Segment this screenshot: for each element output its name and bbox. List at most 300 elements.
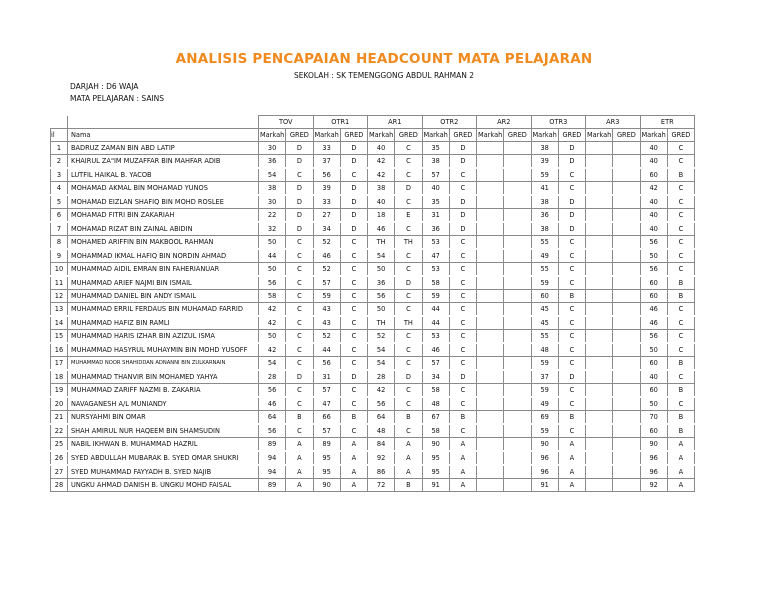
markah-cell: 56 <box>313 168 340 182</box>
student-name: SYED ABDULLAH MUBARAK B. SYED OMAR SHUKRI <box>68 451 259 465</box>
markah-cell <box>586 451 613 465</box>
gred-cell: A <box>667 479 694 492</box>
markah-cell: 35 <box>422 142 449 155</box>
group-header: AR3 <box>586 116 641 129</box>
table-row <box>51 236 695 250</box>
gred-cell: C <box>449 357 476 371</box>
gred-cell: C <box>395 384 422 398</box>
gred-cell: A <box>395 465 422 479</box>
markah-cell: 90 <box>313 479 340 492</box>
markah-cell: 94 <box>259 465 286 479</box>
gred-cell: A <box>340 465 367 479</box>
markah-cell <box>477 195 504 209</box>
gred-header: GRED <box>395 129 422 142</box>
markah-cell: 34 <box>422 370 449 384</box>
page-title: ANALISIS PENCAPAIAN HEADCOUNT MATA PELAJARAN <box>175 51 593 67</box>
markah-cell: 36 <box>259 155 286 169</box>
markah-cell: 46 <box>368 222 395 236</box>
markah-cell: 44 <box>259 249 286 263</box>
gred-cell: D <box>395 276 422 290</box>
gred-cell: C <box>395 249 422 263</box>
gred-cell <box>613 290 640 303</box>
markah-cell: 96 <box>531 451 558 465</box>
markah-cell: 50 <box>259 236 286 250</box>
markah-cell: 57 <box>313 276 340 290</box>
gred-cell: C <box>449 182 476 196</box>
markah-cell <box>477 451 504 465</box>
gred-cell: A <box>449 479 476 492</box>
gred-cell: D <box>558 142 585 155</box>
gred-header: GRED <box>286 129 313 142</box>
markah-cell: 92 <box>368 451 395 465</box>
markah-cell: 40 <box>640 222 667 236</box>
table-row <box>51 330 695 344</box>
gred-cell: C <box>340 384 367 398</box>
markah-cell: 90 <box>531 438 558 452</box>
gred-cell <box>613 222 640 236</box>
gred-cell <box>613 411 640 425</box>
table-row <box>51 276 695 290</box>
gred-cell: A <box>667 451 694 465</box>
gred-cell: D <box>286 195 313 209</box>
table-row <box>51 316 695 330</box>
markah-cell: 38 <box>531 222 558 236</box>
table-row <box>51 479 695 492</box>
student-rows <box>51 142 695 492</box>
markah-cell: TH <box>368 236 395 250</box>
group-header: OTR3 <box>531 116 586 129</box>
table-row <box>51 142 695 155</box>
markah-cell: 58 <box>422 276 449 290</box>
markah-cell: 46 <box>259 397 286 411</box>
gred-cell: A <box>286 465 313 479</box>
student-name: MUHAMMAD HARIS IZHAR BIN AZIZUL ISMA <box>68 330 259 344</box>
markah-cell: 42 <box>259 303 286 317</box>
gred-cell <box>613 276 640 290</box>
markah-cell: 33 <box>313 195 340 209</box>
gred-cell: C <box>449 290 476 303</box>
markah-header: Markah <box>313 129 340 142</box>
gred-cell: C <box>340 263 367 277</box>
markah-cell: 90 <box>422 438 449 452</box>
markah-cell: 91 <box>422 479 449 492</box>
row-number: 25 <box>51 438 68 452</box>
markah-cell: 96 <box>640 465 667 479</box>
gred-cell: A <box>340 438 367 452</box>
gred-cell: TH <box>395 316 422 330</box>
markah-cell: 64 <box>368 411 395 425</box>
gred-cell <box>613 451 640 465</box>
markah-cell: 41 <box>531 182 558 196</box>
markah-cell: 72 <box>368 479 395 492</box>
markah-cell <box>586 479 613 492</box>
markah-cell: 59 <box>422 290 449 303</box>
markah-cell: 55 <box>531 263 558 277</box>
markah-cell <box>477 357 504 371</box>
markah-cell: 39 <box>531 155 558 169</box>
gred-cell: C <box>395 330 422 344</box>
gred-cell <box>504 465 531 479</box>
gred-cell: C <box>286 316 313 330</box>
gred-cell <box>504 249 531 263</box>
gred-cell: C <box>395 263 422 277</box>
gred-cell: A <box>286 451 313 465</box>
markah-cell: 58 <box>422 384 449 398</box>
subject-label: MATA PELAJARAN : SAINS <box>70 94 165 103</box>
markah-cell: 52 <box>313 236 340 250</box>
gred-cell: D <box>449 222 476 236</box>
table-row <box>51 451 695 465</box>
markah-cell: 50 <box>259 263 286 277</box>
gred-cell <box>613 384 640 398</box>
blank-corner-2 <box>68 116 259 129</box>
markah-header: Markah <box>422 129 449 142</box>
markah-cell: 44 <box>422 316 449 330</box>
markah-cell: 50 <box>640 397 667 411</box>
gred-cell: B <box>667 276 694 290</box>
markah-cell <box>586 424 613 438</box>
markah-cell: 22 <box>259 209 286 223</box>
markah-cell: 40 <box>368 195 395 209</box>
gred-cell: C <box>558 424 585 438</box>
gred-cell <box>613 209 640 223</box>
gred-cell <box>613 236 640 250</box>
gred-cell: A <box>286 479 313 492</box>
gred-cell: TH <box>395 236 422 250</box>
gred-cell: C <box>558 330 585 344</box>
markah-cell: 46 <box>422 343 449 357</box>
markah-cell: 28 <box>259 370 286 384</box>
gred-cell: C <box>286 397 313 411</box>
gred-cell: C <box>395 303 422 317</box>
row-number: 2 <box>51 155 68 169</box>
gred-cell: C <box>286 357 313 371</box>
markah-cell <box>586 182 613 196</box>
markah-cell: 45 <box>531 316 558 330</box>
gred-cell: C <box>667 303 694 317</box>
gred-cell: C <box>449 343 476 357</box>
markah-cell: 47 <box>422 249 449 263</box>
markah-header: Markah <box>259 129 286 142</box>
gred-cell: D <box>558 195 585 209</box>
gred-cell: C <box>395 195 422 209</box>
markah-cell <box>586 155 613 169</box>
gred-cell: C <box>286 276 313 290</box>
markah-cell <box>586 303 613 317</box>
row-number: 3 <box>51 168 68 182</box>
markah-cell <box>586 236 613 250</box>
table-row <box>51 438 695 452</box>
markah-cell: 70 <box>640 411 667 425</box>
gred-cell: C <box>558 357 585 371</box>
markah-cell: 32 <box>259 222 286 236</box>
markah-cell <box>586 195 613 209</box>
gred-cell: C <box>395 155 422 169</box>
gred-cell: C <box>340 316 367 330</box>
gred-cell: A <box>340 451 367 465</box>
markah-cell: 38 <box>531 195 558 209</box>
row-number: 17 <box>51 357 68 371</box>
markah-cell: 34 <box>313 222 340 236</box>
markah-cell: 31 <box>313 370 340 384</box>
gred-cell: C <box>449 424 476 438</box>
gred-cell <box>613 168 640 182</box>
gred-cell: C <box>340 249 367 263</box>
markah-cell: 56 <box>259 276 286 290</box>
markah-cell: 89 <box>259 438 286 452</box>
gred-cell <box>504 209 531 223</box>
gred-cell: D <box>286 142 313 155</box>
gred-cell <box>504 343 531 357</box>
markah-cell: 30 <box>259 142 286 155</box>
gred-cell: C <box>286 263 313 277</box>
gred-cell: D <box>558 155 585 169</box>
markah-cell <box>586 222 613 236</box>
row-number: 14 <box>51 316 68 330</box>
markah-cell: 54 <box>368 357 395 371</box>
markah-cell: 60 <box>640 168 667 182</box>
gred-cell: C <box>449 330 476 344</box>
table-row <box>51 290 695 303</box>
student-name: MUHAMMAD ERRIL FERDAUS BIN MUHAMAD FARRID <box>68 303 259 317</box>
markah-cell <box>477 209 504 223</box>
markah-cell: 64 <box>259 411 286 425</box>
markah-cell: 44 <box>313 343 340 357</box>
markah-cell: 96 <box>640 451 667 465</box>
gred-cell: C <box>286 303 313 317</box>
gred-cell: A <box>558 451 585 465</box>
table-row <box>51 343 695 357</box>
markah-cell <box>477 222 504 236</box>
student-name: MUHAMMAD AIDIL EMRAN BIN FAHERIANUAR <box>68 263 259 277</box>
table-row <box>51 424 695 438</box>
gred-cell: C <box>340 236 367 250</box>
gred-cell: B <box>286 411 313 425</box>
markah-cell <box>586 142 613 155</box>
gred-cell: C <box>395 168 422 182</box>
gred-cell <box>504 263 531 277</box>
markah-cell: 90 <box>640 438 667 452</box>
markah-cell: 50 <box>640 249 667 263</box>
table-row <box>51 263 695 277</box>
markah-cell <box>586 290 613 303</box>
markah-cell: 43 <box>313 303 340 317</box>
gred-cell: D <box>286 209 313 223</box>
markah-cell: 42 <box>368 155 395 169</box>
markah-cell <box>586 438 613 452</box>
gred-cell: C <box>340 424 367 438</box>
gred-cell: C <box>395 397 422 411</box>
gred-cell: A <box>395 438 422 452</box>
markah-cell: 94 <box>259 451 286 465</box>
markah-header: Markah <box>531 129 558 142</box>
gred-cell: C <box>667 182 694 196</box>
row-number: 1 <box>51 142 68 155</box>
group-header: OTR2 <box>422 116 477 129</box>
gred-cell: D <box>449 209 476 223</box>
gred-cell: D <box>286 182 313 196</box>
markah-cell: 38 <box>259 182 286 196</box>
student-name: MOHAMED ARIFFIN BIN MAKBOOL RAHMAN <box>68 236 259 250</box>
markah-cell: 59 <box>531 424 558 438</box>
gred-cell: C <box>667 263 694 277</box>
gred-cell: C <box>340 276 367 290</box>
row-number: 26 <box>51 451 68 465</box>
gred-cell <box>504 316 531 330</box>
gred-cell: C <box>340 397 367 411</box>
markah-cell: 31 <box>422 209 449 223</box>
markah-cell: 60 <box>640 384 667 398</box>
row-number: 20 <box>51 397 68 411</box>
gred-cell: D <box>340 142 367 155</box>
student-name: MOHAMAD RIZAT BIN ZAINAL ABIDIN <box>68 222 259 236</box>
gred-cell: C <box>286 424 313 438</box>
gred-cell <box>504 411 531 425</box>
gred-cell: A <box>449 451 476 465</box>
markah-cell: 47 <box>313 397 340 411</box>
markah-cell: 55 <box>531 330 558 344</box>
markah-cell: 92 <box>640 479 667 492</box>
gred-cell: D <box>286 155 313 169</box>
markah-cell: 37 <box>313 155 340 169</box>
gred-cell: D <box>449 195 476 209</box>
gred-cell: C <box>340 303 367 317</box>
markah-cell: 52 <box>313 330 340 344</box>
gred-cell: C <box>667 236 694 250</box>
gred-cell <box>504 357 531 371</box>
row-number: 10 <box>51 263 68 277</box>
markah-cell <box>477 343 504 357</box>
markah-cell: 56 <box>368 290 395 303</box>
row-number: 6 <box>51 209 68 223</box>
gred-cell: C <box>286 384 313 398</box>
school-name: SEKOLAH : SK TEMENGGONG ABDUL RAHMAN 2 <box>293 71 474 80</box>
markah-cell <box>586 370 613 384</box>
markah-cell: 42 <box>259 316 286 330</box>
markah-cell <box>477 276 504 290</box>
markah-cell: 49 <box>531 249 558 263</box>
markah-cell: 54 <box>259 168 286 182</box>
gred-cell: D <box>449 142 476 155</box>
gred-cell: D <box>449 370 476 384</box>
markah-cell: 50 <box>368 263 395 277</box>
gred-cell: A <box>395 451 422 465</box>
markah-cell: 48 <box>368 424 395 438</box>
markah-cell: TH <box>368 316 395 330</box>
gred-cell: C <box>286 343 313 357</box>
gred-cell: C <box>558 384 585 398</box>
markah-cell <box>477 182 504 196</box>
gred-cell <box>504 276 531 290</box>
markah-cell: 38 <box>422 155 449 169</box>
gred-cell: C <box>449 303 476 317</box>
blank-corner <box>51 116 68 129</box>
gred-cell: B <box>667 168 694 182</box>
markah-cell: 59 <box>531 384 558 398</box>
markah-cell <box>477 479 504 492</box>
group-header: OTR1 <box>313 116 368 129</box>
markah-cell: 38 <box>531 142 558 155</box>
markah-cell: 55 <box>531 236 558 250</box>
table-row <box>51 155 695 169</box>
gred-cell: C <box>558 168 585 182</box>
gred-cell: C <box>667 316 694 330</box>
markah-cell: 46 <box>640 316 667 330</box>
markah-cell <box>586 384 613 398</box>
gred-cell: A <box>340 479 367 492</box>
student-name: MUHAMMAD ZARIFF NAZMI B. ZAKARIA <box>68 384 259 398</box>
gred-cell <box>613 142 640 155</box>
gred-cell: D <box>395 370 422 384</box>
gred-cell <box>504 330 531 344</box>
gred-cell: C <box>449 263 476 277</box>
markah-cell: 35 <box>422 195 449 209</box>
gred-cell <box>613 182 640 196</box>
class-label: DARJAH : D6 WAJA <box>70 82 139 91</box>
gred-cell: C <box>395 142 422 155</box>
gred-cell: D <box>449 155 476 169</box>
markah-cell: 53 <box>422 236 449 250</box>
gred-cell <box>613 155 640 169</box>
gred-cell: A <box>558 438 585 452</box>
gred-cell <box>504 142 531 155</box>
markah-cell <box>477 438 504 452</box>
markah-cell: 46 <box>313 249 340 263</box>
gred-cell: D <box>340 182 367 196</box>
markah-cell: 38 <box>368 182 395 196</box>
gred-cell <box>613 343 640 357</box>
gred-cell: C <box>558 182 585 196</box>
markah-cell <box>586 276 613 290</box>
markah-cell: 67 <box>422 411 449 425</box>
markah-cell: 52 <box>368 330 395 344</box>
table-row <box>51 397 695 411</box>
row-number: 19 <box>51 384 68 398</box>
markah-cell: 59 <box>531 168 558 182</box>
markah-header: Markah <box>368 129 395 142</box>
markah-cell: 42 <box>259 343 286 357</box>
gred-cell: E <box>395 209 422 223</box>
gred-cell: D <box>395 182 422 196</box>
student-name: MUHAMMAD HAFIZ BIN RAMLI <box>68 316 259 330</box>
markah-cell <box>477 384 504 398</box>
markah-cell: 37 <box>531 370 558 384</box>
markah-cell: 95 <box>422 451 449 465</box>
gred-cell: D <box>286 370 313 384</box>
table-row <box>51 384 695 398</box>
markah-cell: 43 <box>313 316 340 330</box>
markah-cell: 39 <box>313 182 340 196</box>
markah-cell: 66 <box>313 411 340 425</box>
gred-cell: B <box>558 290 585 303</box>
name-header: Nama <box>68 129 259 142</box>
markah-cell <box>586 316 613 330</box>
gred-cell: C <box>286 330 313 344</box>
markah-cell: 36 <box>422 222 449 236</box>
student-name: MOHAMAD AKMAL BIN MOHAMAD YUNOS <box>68 182 259 196</box>
gred-cell <box>613 357 640 371</box>
gred-cell <box>504 397 531 411</box>
gred-cell: B <box>667 411 694 425</box>
markah-cell <box>586 263 613 277</box>
gred-cell: B <box>340 411 367 425</box>
table-row <box>51 370 695 384</box>
markah-cell: 40 <box>640 155 667 169</box>
gred-cell: C <box>558 316 585 330</box>
markah-cell <box>477 397 504 411</box>
markah-cell <box>586 465 613 479</box>
markah-cell: 28 <box>368 370 395 384</box>
